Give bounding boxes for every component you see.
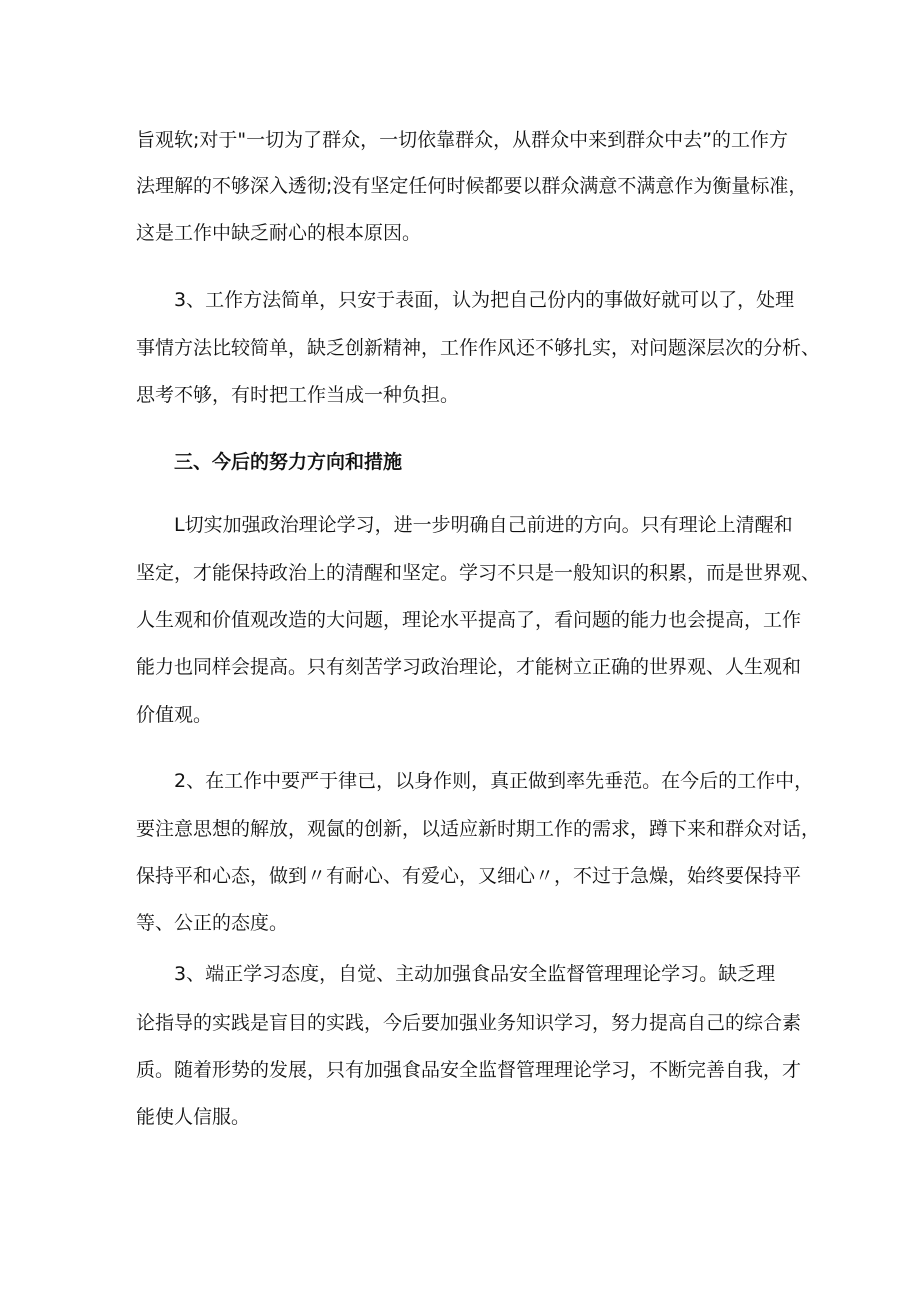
paragraph-4-line-3: 保持平和心态，做到〃有耐心、有爱心，又细心〃，不过于急燥，始终要保持平 — [136, 865, 802, 887]
paragraph-1-line-2: 法理解的不够深入透彻;没有坚定任何时候都要以群众满意不满意作为衡量标准， — [136, 175, 808, 197]
section-heading: 三、今后的努力方向和措施 — [174, 451, 403, 473]
paragraph-1-line-1: 旨观软;对于"一切为了群众，一切依靠群众，从群众中来到群众中去”的工作方 — [136, 129, 788, 151]
paragraph-3-line-2: 坚定，才能保持政治上的清醒和坚定。学习不只是一般知识的积累，而是世界观、 — [136, 562, 821, 584]
paragraph-2-line-1: 3、工作方法简单，只安于表面，认为把自己份内的事做好就可以了，处理 — [174, 289, 795, 311]
paragraph-3-line-1: L切实加强政治理论学习，进一步明确自己前进的方向。只有理论上清醒和 — [174, 514, 793, 536]
paragraph-3-line-3: 人生观和价值观改造的大问题，理论水平提高了，看问题的能力也会提高，工作 — [136, 609, 802, 631]
paragraph-3-line-4: 能力也同样会提高。只有刻苦学习政治理论，才能树立正确的世界观、人生观和 — [136, 656, 802, 678]
paragraph-4-line-1: 2、在工作中要严于律已，以身作则，真正做到率先垂范。在今后的工作中， — [174, 770, 814, 792]
paragraph-5-line-2: 论指导的实践是盲目的实践，今后要加强业务知识学习，努力提高自己的综合素 — [136, 1012, 802, 1034]
paragraph-4-line-2: 要注意思想的解放，观氤的创新，以适应新时期工作的需求，蹲下来和群众对话， — [136, 818, 821, 840]
paragraph-1-line-3: 这是工作中缺乏耐心的根本原因。 — [136, 222, 422, 244]
paragraph-3-line-5: 价值观。 — [136, 704, 213, 726]
paragraph-4-line-4: 等、公正的态度。 — [136, 912, 289, 934]
paragraph-5-line-1: 3、端正学习态度，自觉、主动加强食品安全监督管理理论学习。缺乏理 — [174, 963, 776, 985]
paragraph-5-line-3: 质。随着形势的发展，只有加强食品安全监督管理理论学习，不断完善自我，才 — [136, 1059, 802, 1081]
paragraph-2-line-2: 事情方法比较简单，缺乏创新精神，工作作风还不够扎实，对问题深层次的分析、 — [136, 337, 821, 359]
paragraph-2-line-3: 思考不够，有时把工作当成一种负担。 — [136, 384, 460, 406]
paragraph-5-line-4: 能使人信服。 — [136, 1106, 251, 1128]
